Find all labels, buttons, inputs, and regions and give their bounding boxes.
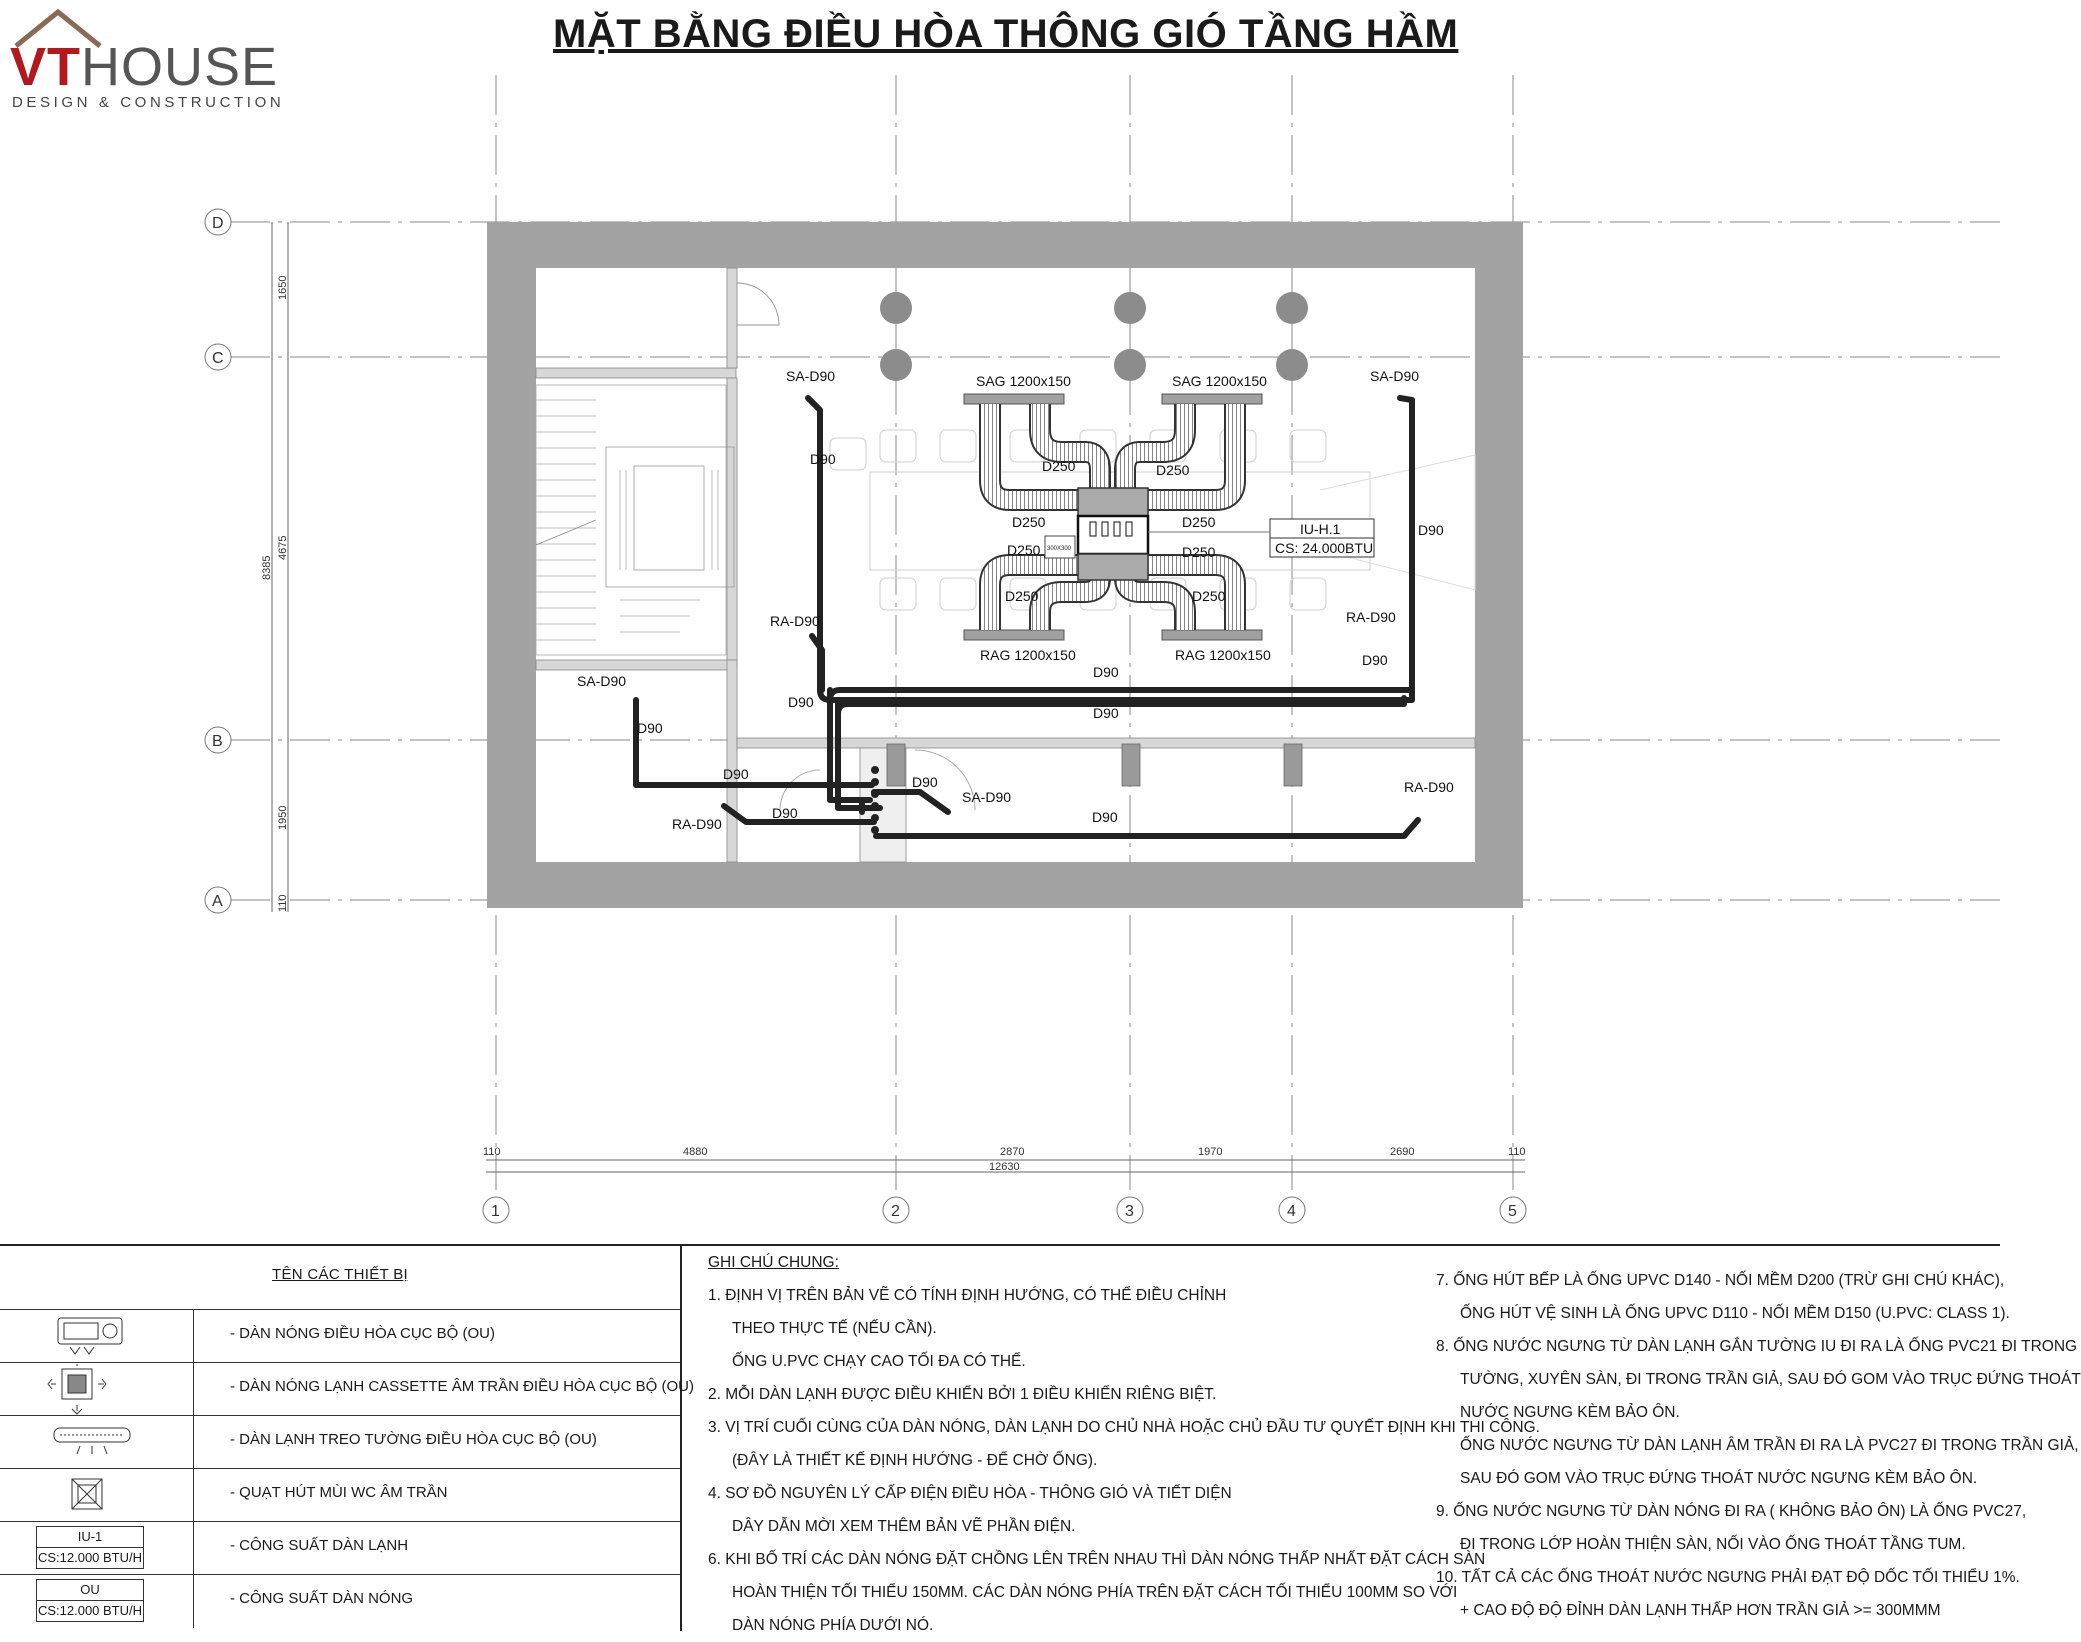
note-line: ỐNG U.PVC CHẠY CAO TỐI ĐA CÓ THỂ.	[732, 1353, 1026, 1370]
unit-name: IU-H.1	[1300, 521, 1341, 537]
legend-text: - QUẠT HÚT MÙI WC ÂM TRẦN	[230, 1484, 448, 1501]
wall-unit-icon	[0, 1416, 194, 1469]
label-d250-3: D250	[1012, 514, 1046, 530]
door-swing	[737, 283, 779, 325]
note-line: TƯỜNG, XUYÊN SÀN, ĐI TRONG TRẦN GIẢ, SAU ĐÓ GOM VÀO TRỤC ĐỨNG THOÁT	[1460, 1371, 2081, 1388]
grid-bubble-a: A	[212, 893, 223, 910]
outdoor-capacity-box	[0, 1575, 194, 1628]
label-d250-2: D250	[1156, 462, 1190, 478]
grid-bubble-c: C	[212, 350, 224, 367]
dim-bottom-1: 4880	[683, 1146, 708, 1158]
label-d90-9: D90	[912, 774, 938, 790]
dim-bottom-5: 110	[1508, 1146, 1526, 1158]
legend-row	[0, 1415, 680, 1469]
label-d250-1: D250	[1042, 458, 1076, 474]
note-line: 3. VỊ TRÍ CUỐI CÙNG CỦA DÀN NÓNG, DÀN LẠNH DO CHỦ NHÀ HOẶC CHỦ ĐẦU TƯ QUYẾT ĐỊNH KHI THI CÔNG.	[708, 1419, 1540, 1436]
label-d90-11: D90	[1092, 809, 1118, 825]
legend-text: - DÀN LẠNH TREO TƯỜNG ĐIỀU HÒA CỤC BỘ (OU)	[230, 1431, 597, 1448]
logo-subtitle: DESIGN & CONSTRUCTION	[12, 94, 285, 111]
ceiling-lights	[880, 292, 1308, 381]
dim-bottom-4: 2690	[1390, 1146, 1415, 1158]
bottom-dimensions	[483, 1146, 1526, 1173]
drawing-title: MẶT BẰNG ĐIỀU HÒA THÔNG GIÓ TẦNG HẦM	[553, 12, 1459, 56]
plan-labels	[577, 368, 1454, 832]
note-line: SAU ĐÓ GOM VÀO TRỤC ĐỨNG THOÁT NƯỚC NGƯNG KÈM BẢO ÔN.	[1460, 1470, 1978, 1487]
legend-title: TÊN CÁC THIẾT BỊ	[272, 1266, 408, 1283]
door-swing-lower-left	[780, 770, 820, 810]
logo-house: HOUSE	[81, 37, 279, 97]
label-rag-right: RAG 1200x150	[1175, 647, 1271, 663]
label-d90-7: D90	[637, 720, 663, 736]
note-line: THEO THỰC TẾ (NẾU CẦN).	[732, 1320, 937, 1337]
note-line: 8. ỐNG NƯỚC NGƯNG TỪ DÀN LẠNH GẮN TƯỜNG IU ĐI RA LÀ ỐNG PVC21 ĐI TRONG	[1436, 1338, 2078, 1355]
label-d90-8: D90	[723, 766, 749, 782]
legend-text: - CÔNG SUẤT DÀN NÓNG	[230, 1590, 414, 1607]
note-line: 1. ĐỊNH VỊ TRÊN BẢN VẼ CÓ TÍNH ĐỊNH HƯỚNG, CÓ THỂ ĐIỀU CHỈNH	[708, 1287, 1227, 1304]
equipment-legend	[0, 1244, 694, 1631]
label-ra-d90-1: RA-D90	[770, 613, 820, 629]
legend-row	[0, 1362, 694, 1416]
note-line: 9. ỐNG NƯỚC NGƯNG TỪ DÀN NÓNG ĐI RA ( KHÔNG BẢO ÔN) LÀ ỐNG PVC27,	[1436, 1503, 2027, 1520]
label-d90-4: D90	[1093, 664, 1119, 680]
grid-bubble-b: B	[212, 733, 223, 750]
label-sa-d90-3: SA-D90	[577, 673, 627, 689]
label-d250-4: D250	[1182, 514, 1216, 530]
label-sa-d90-1: SA-D90	[786, 368, 836, 384]
note-line: 2. MỖI DÀN LẠNH ĐƯỢC ĐIỀU KHIỂN BỞI 1 ĐIỀU KHIỂN RIÊNG BIỆT.	[708, 1386, 1217, 1403]
note-line: + CAO ĐỘ ĐỘ ĐỈNH DÀN LẠNH THẤP HƠN TRẦN GIẢ >= 300MMM	[1460, 1602, 1941, 1619]
grid-bubble-2: 2	[891, 1203, 900, 1220]
unit-capacity: CS: 24.000BTU	[1275, 540, 1374, 556]
dim-left-2: 1950	[277, 805, 289, 830]
dim-left-3: 110	[277, 894, 289, 912]
outdoor-unit-icon	[0, 1310, 194, 1363]
grid-bubble-d: D	[212, 215, 224, 232]
grid-bubble-3: 3	[1125, 1203, 1134, 1220]
left-dimensions	[261, 222, 289, 912]
note-line: DÀN NÓNG PHÍA DƯỚI NÓ.	[732, 1617, 934, 1634]
legend-text: - CÔNG SUẤT DÀN LẠNH	[230, 1537, 409, 1554]
label-rag-left: RAG 1200x150	[980, 647, 1076, 663]
cassette-unit-icon	[0, 1363, 194, 1416]
note-line: 4. SƠ ĐỒ NGUYÊN LÝ CẤP ĐIỆN ĐIỀU HÒA - THÔNG GIÓ VÀ TIẾT DIỆN	[708, 1485, 1232, 1502]
general-notes-left	[708, 1246, 1540, 1642]
indoor-capacity-box	[0, 1522, 194, 1575]
note-line: 7. ỐNG HÚT BẾP LÀ ỐNG UPVC D140 - NỐI MỀM D200 (TRỪ GHI CHÚ KHÁC),	[1436, 1272, 2005, 1289]
note-line: 6. KHI BỐ TRÍ CÁC DÀN NÓNG ĐẶT CHỒNG LÊN TRÊN NHAU THÌ DÀN NÓNG THẤP NHẤT ĐẶT CÁCH SÀN	[708, 1551, 1486, 1568]
note-line: ĐI TRONG LỚP HOÀN THIỆN SÀN, NỐI VÀO ỐNG THOÁT TẦNG TUM.	[1460, 1536, 1966, 1553]
dim-left-1: 4675	[277, 535, 289, 560]
label-d90-10: D90	[772, 805, 798, 821]
label-d90-2: D90	[1418, 522, 1444, 538]
note-line: ỐNG HÚT VỆ SINH LÀ ỐNG UPVC D110 - NỐI MỀM D150 (U.PVC: CLASS 1).	[1460, 1305, 2010, 1322]
note-line: HOÀN THIỆN TỐI THIỂU 150MM. CÁC DÀN NÓNG PHÍA TRÊN ĐẶT CÁCH TỐI THIỂU 100MM SO VỚI	[732, 1584, 1458, 1601]
legend-box-top: OU	[36, 1579, 144, 1601]
structural-columns	[887, 744, 1302, 786]
label-d90-1: D90	[810, 451, 836, 467]
label-d250-5: D250	[1007, 542, 1041, 558]
grid-column-bubbles	[483, 1197, 1526, 1223]
grid-bubble-5: 5	[1508, 1203, 1517, 1220]
legend-box-bottom: CS:12.000 BTU/H	[36, 1600, 144, 1622]
label-sag-right: SAG 1200x150	[1172, 373, 1267, 389]
general-notes-right	[1436, 1264, 2081, 1627]
dim-bottom-3: 1970	[1198, 1146, 1223, 1158]
grid-bubble-4: 4	[1287, 1203, 1296, 1220]
dim-bottom-2: 2870	[1000, 1146, 1025, 1158]
label-d250-6: D250	[1182, 544, 1216, 560]
legend-box-top: IU-1	[36, 1526, 144, 1548]
label-sa-d90-2: SA-D90	[1370, 368, 1420, 384]
dim-left-total: 8385	[261, 555, 273, 580]
label-ra-d90-4: RA-D90	[1404, 779, 1454, 795]
note-line: DÂY DẪN MỜI XEM THÊM BẢN VẼ PHẦN ĐIỆN.	[732, 1518, 1076, 1535]
exhaust-fan-icon	[0, 1469, 194, 1522]
panel-divider	[680, 1244, 682, 1631]
logo-vt: VT	[10, 37, 82, 97]
note-line: NƯỚC NGƯNG KÈM BẢO ÔN.	[1460, 1404, 1680, 1421]
legend-text: - DÀN NÓNG ĐIỀU HÒA CỤC BỘ (OU)	[230, 1325, 496, 1342]
label-d90-5: D90	[1093, 705, 1119, 721]
dim-left-0: 1650	[277, 275, 289, 300]
legend-row	[0, 1309, 680, 1363]
legend-text: - DÀN NÓNG LẠNH CASSETTE ÂM TRẦN ĐIỀU HÒA CỤC BỘ (OU)	[230, 1378, 694, 1395]
legend-row	[0, 1521, 680, 1575]
label-sag-left: SAG 1200x150	[976, 373, 1071, 389]
note-line: (ĐÂY LÀ THIẾT KẾ ĐỊNH HƯỚNG - ĐỂ CHỜ ỐNG).	[732, 1452, 1098, 1469]
label-ra-d90-3: RA-D90	[672, 816, 722, 832]
note-line: 10. TẤT CẢ CÁC ỐNG THOÁT NƯỚC NGƯNG PHẢI ĐẠT ĐỘ DỐC TỐI THIỂU 1%.	[1436, 1569, 2020, 1586]
label-d90-3: D90	[1362, 652, 1388, 668]
label-sa-d90-4: SA-D90	[962, 789, 1012, 805]
legend-box-bottom: CS:12.000 BTU/H	[36, 1547, 144, 1569]
legend-row	[0, 1574, 680, 1628]
duct-box-label: 300X300	[1047, 546, 1072, 552]
dim-bottom-total: 12630	[989, 1161, 1020, 1173]
staircase	[536, 385, 734, 655]
grid-bubble-1: 1	[491, 1203, 500, 1220]
label-ra-d90-2: RA-D90	[1346, 609, 1396, 625]
legend-row	[0, 1468, 680, 1522]
label-d90-6: D90	[788, 694, 814, 710]
dim-bottom-0: 110	[483, 1146, 501, 1158]
grid-row-bubbles	[205, 209, 231, 913]
label-d250-8: D250	[1192, 588, 1226, 604]
label-d250-7: D250	[1005, 588, 1039, 604]
general-notes-title: GHI CHÚ CHUNG:	[708, 1254, 839, 1271]
note-line: ỐNG NƯỚC NGƯNG TỪ DÀN LẠNH ÂM TRẦN ĐI RA LÀ PVC27 ĐI TRONG TRẦN GIẢ,	[1460, 1437, 2079, 1454]
